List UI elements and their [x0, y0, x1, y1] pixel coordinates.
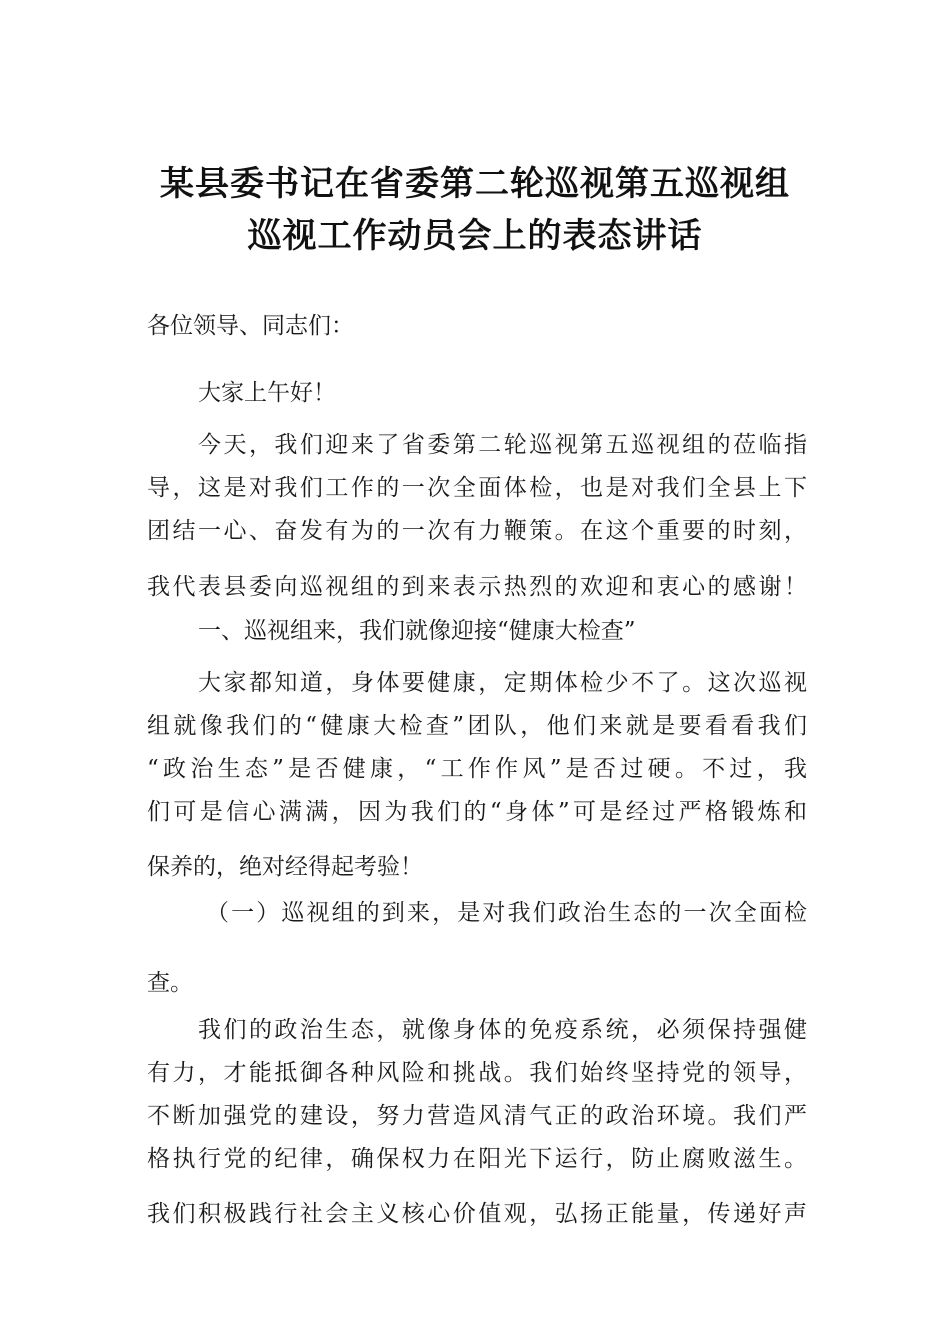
subheading-1-line: （一）巡视组的到来，是对我们政治生态的一次全面检 [206, 900, 807, 926]
paragraph-2-line: 组就像我们的“健康大检查”团队，他们来就是要看看我们 [147, 713, 807, 739]
paragraph-3-line: 格执行党的纪律，确保权力在阳光下运行，防止腐败滋生。 [147, 1146, 807, 1172]
document-title-line-1: 某县委书记在省委第二轮巡视第五巡视组 [160, 164, 790, 204]
paragraph-2-line: 保养的，绝对经得起考验！ [147, 854, 423, 880]
paragraph-1-line: 导，这是对我们工作的一次全面体检，也是对我们全县上下 [147, 475, 807, 501]
paragraph-3-line: 我们积极践行社会主义核心价值观，弘扬正能量，传递好声 [147, 1201, 807, 1227]
salutation: 各位领导、同志们： [147, 313, 354, 339]
paragraph-3-line: 不断加强党的建设，努力营造风清气正的政治环境。我们严 [147, 1103, 807, 1129]
paragraph-2-line: 们可是信心满满，因为我们的“身体”可是经过严格锻炼和 [147, 799, 807, 825]
document-title-line-2: 巡视工作动员会上的表态讲话 [247, 216, 703, 256]
section-heading-1: 一、巡视组来，我们就像迎接“健康大检查” [198, 618, 636, 644]
paragraph-2-line: “政治生态”是否健康，“工作作风”是否过硬。不过，我 [147, 756, 807, 782]
paragraph-3-line: 我们的政治生态，就像身体的免疫系统，必须保持强健 [198, 1017, 807, 1043]
paragraph-2-line: 大家都知道，身体要健康，定期体检少不了。这次巡视 [198, 670, 807, 696]
greeting: 大家上午好！ [198, 380, 336, 406]
paragraph-3-line: 有力，才能抵御各种风险和挑战。我们始终坚持党的领导， [147, 1060, 807, 1086]
paragraph-1-line: 团结一心、奋发有为的一次有力鞭策。在这个重要的时刻， [147, 518, 807, 544]
paragraph-1-line: 今天，我们迎来了省委第二轮巡视第五巡视组的莅临指 [198, 432, 807, 458]
subheading-1-line: 查。 [147, 970, 193, 996]
paragraph-1-line: 我代表县委向巡视组的到来表示热烈的欢迎和衷心的感谢！ [147, 574, 807, 600]
